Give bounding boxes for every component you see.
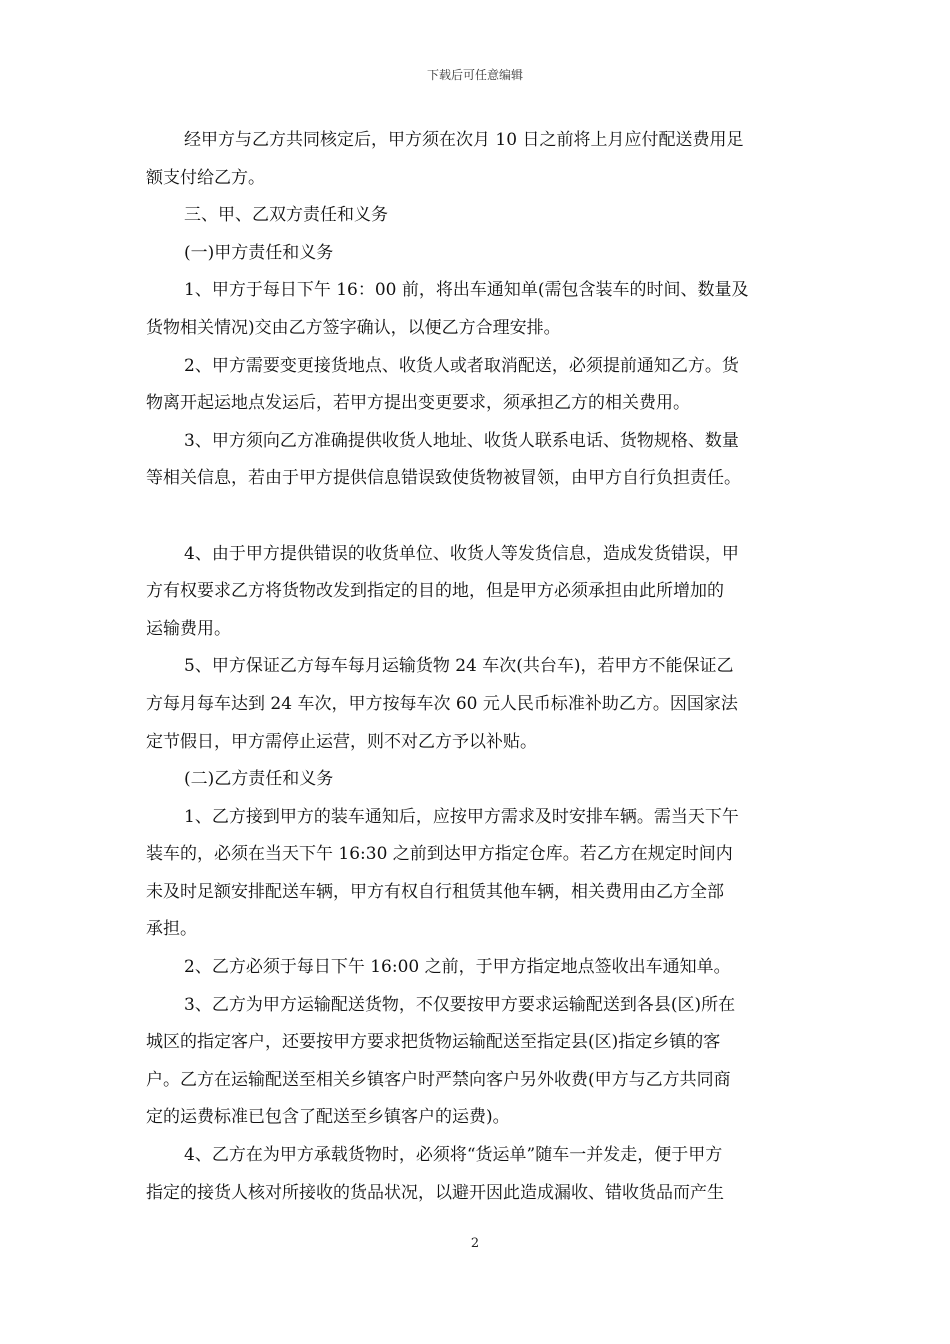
paragraph-line: 装车的，必须在当天下午 16:30 之前到达甲方指定仓库。若乙方在规定时间内	[146, 844, 733, 865]
paragraph-line: 2、甲方需要变更接货地点、收货人或者取消配送，必须提前通知乙方。货	[184, 355, 739, 376]
paragraph-line: 户。乙方在运输配送至相关乡镇客户时严禁向客户另外收费(甲方与乙方共同商	[146, 1069, 731, 1090]
document-body	[146, 122, 806, 1212]
paragraph-line: 1、乙方接到甲方的装车通知后，应按甲方需求及时安排车辆。需当天下午	[184, 806, 739, 827]
paragraph-line: 5、甲方保证乙方每车每月运输货物 24 车次(共台车)，若甲方不能保证乙	[184, 656, 734, 677]
paragraph-line: 定的运费标准已包含了配送至乡镇客户的运费)。	[146, 1107, 510, 1128]
paragraph-line: 货物相关情况)交由乙方签字确认，以便乙方合理安排。	[146, 317, 561, 338]
paragraph-line: 额支付给乙方。	[146, 167, 265, 188]
section-heading: 三、甲、乙双方责任和义务	[184, 205, 388, 226]
blank-line	[146, 498, 806, 536]
paragraph-line: 指定的接货人核对所接收的货品状况，以避开因此造成漏收、错收货品而产生	[146, 1182, 724, 1203]
paragraph-line: 3、乙方为甲方运输配送货物，不仅要按甲方要求运输配送到各县(区)所在	[184, 994, 736, 1015]
paragraph-line: 1、甲方于每日下午 16：00 前，将出车通知单(需包含装车的时间、数量及	[184, 280, 749, 301]
paragraph-line: 物离开起运地点发运后，若甲方提出变更要求，须承担乙方的相关费用。	[146, 393, 690, 414]
paragraph-line: 4、由于甲方提供错误的收货单位、收货人等发货信息，造成发货错误，甲	[184, 543, 739, 564]
paragraph-line: 经甲方与乙方共同核定后，甲方须在次月 10 日之前将上月应付配送费用足	[184, 130, 744, 150]
subsection-heading: (二)乙方责任和义务	[184, 769, 334, 790]
paragraph-line: 3、甲方须向乙方准确提供收货人地址、收货人联系电话、货物规格、数量	[184, 430, 739, 451]
paragraph-line: 等相关信息，若由于甲方提供信息错误致使货物被冒领，由甲方自行负担责任。	[146, 468, 741, 489]
page-number: 2	[470, 1236, 480, 1251]
paragraph-line: 4、乙方在为甲方承载货物时，必须将“货运单”随车一并发走，便于甲方	[184, 1145, 723, 1166]
subsection-heading: (一)甲方责任和义务	[184, 242, 334, 263]
paragraph-line: 城区的指定客户，还要按甲方要求把货物运输配送至指定县(区)指定乡镇的客	[146, 1032, 721, 1053]
paragraph-line: 定节假日，甲方需停止运营，则不对乙方予以补贴。	[146, 731, 537, 752]
page-header: 下载后可任意编辑	[426, 68, 523, 82]
paragraph-line: 2、乙方必须于每日下午 16:00 之前，于甲方指定地点签收出车通知单。	[184, 957, 731, 978]
paragraph-line: 运输费用。	[146, 618, 231, 639]
paragraph-line: 承担。	[146, 919, 197, 940]
paragraph-line: 方每月每车达到 24 车次，甲方按每车次 60 元人民币标准补助乙方。因国家法	[146, 693, 738, 714]
paragraph-line: 方有权要求乙方将货物改发到指定的目的地，但是甲方必须承担由此所增加的	[146, 581, 724, 602]
paragraph-line: 未及时足额安排配送车辆，甲方有权自行租赁其他车辆，相关费用由乙方全部	[146, 881, 724, 902]
